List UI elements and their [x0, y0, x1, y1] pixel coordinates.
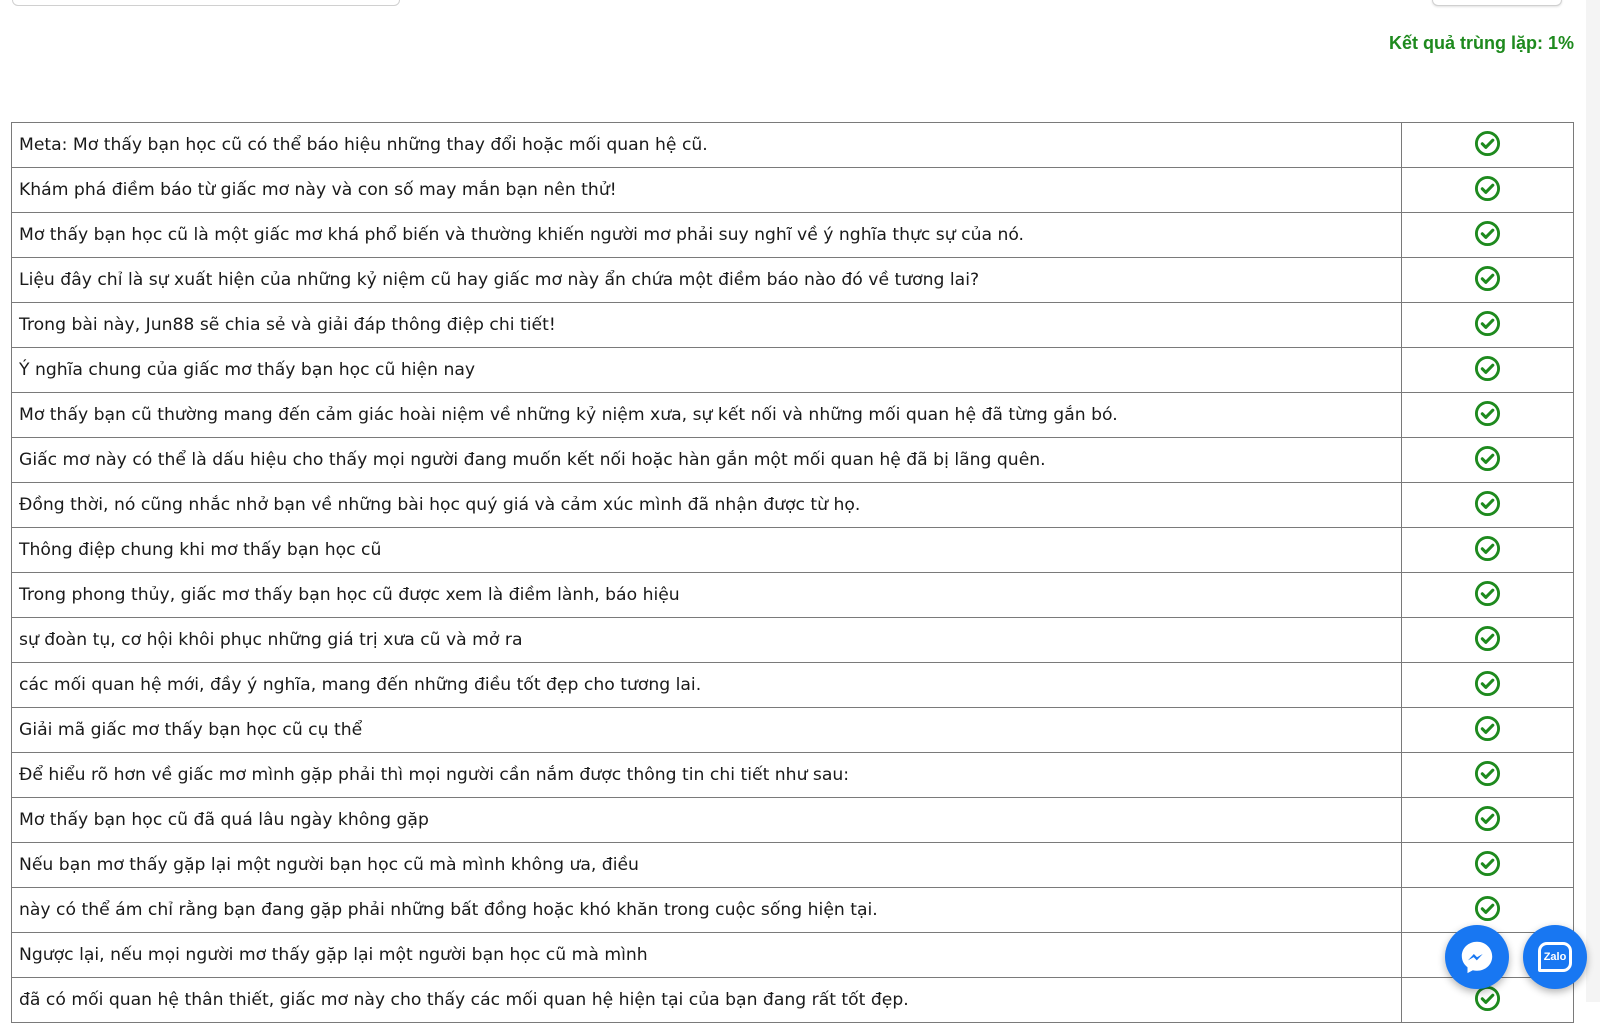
status-cell — [1402, 753, 1574, 798]
sentence-text: Để hiểu rõ hơn về giấc mơ mình gặp phải thì mọi người cần nắm được thông tin chi tiết như sau: — [12, 753, 1402, 798]
table-row — [12, 663, 1574, 708]
sentence-text: sự đoàn tụ, cơ hội khôi phục những giá trị xưa cũ và mở ra — [12, 618, 1402, 663]
table-row — [12, 843, 1574, 888]
messenger-chat-button[interactable] — [1445, 925, 1509, 989]
sentence-text: đã có mối quan hệ thân thiết, giấc mơ này cho thấy các mối quan hệ hiện tại của bạn đang rất tốt đẹp. — [12, 978, 1402, 1023]
table-row — [12, 168, 1574, 213]
table-row — [12, 348, 1574, 393]
plagiarism-result-table — [11, 122, 1574, 1023]
table-row — [12, 573, 1574, 618]
table-row — [12, 213, 1574, 258]
check-circle-icon — [1474, 175, 1501, 202]
status-cell — [1402, 573, 1574, 618]
table-row — [12, 393, 1574, 438]
zalo-label: Zalo — [1543, 951, 1567, 963]
sentence-text: Mơ thấy bạn học cũ đã quá lâu ngày không gặp — [12, 798, 1402, 843]
table-row — [12, 978, 1574, 1023]
status-cell — [1402, 258, 1574, 303]
table-row — [12, 888, 1574, 933]
status-cell — [1402, 483, 1574, 528]
check-circle-icon — [1474, 715, 1501, 742]
sentence-text: Đồng thời, nó cũng nhắc nhở bạn về những bài học quý giá và cảm xúc mình đã nhận được từ họ. — [12, 483, 1402, 528]
table-row — [12, 708, 1574, 753]
sentence-text: Trong phong thủy, giấc mơ thấy bạn học cũ được xem là điềm lành, báo hiệu — [12, 573, 1402, 618]
duplicate-result-label: Kết quả trùng lặp: 1% — [1388, 33, 1574, 53]
sentence-text: Liệu đây chỉ là sự xuất hiện của những kỷ niệm cũ hay giấc mơ này ẩn chứa một điềm báo nào đó về tương lai? — [12, 258, 1402, 303]
status-cell — [1402, 303, 1574, 348]
table-row — [12, 123, 1574, 168]
status-cell — [1402, 798, 1574, 843]
status-cell — [1402, 213, 1574, 258]
table-row — [12, 258, 1574, 303]
check-circle-icon — [1474, 310, 1501, 337]
result-rows — [12, 123, 1574, 1023]
messenger-icon — [1458, 938, 1496, 976]
sentence-text: Khám phá điềm báo từ giấc mơ này và con số may mắn bạn nên thử! — [12, 168, 1402, 213]
status-cell — [1402, 708, 1574, 753]
check-circle-icon — [1474, 580, 1501, 607]
check-circle-icon — [1474, 850, 1501, 877]
zalo-chat-button[interactable] — [1523, 925, 1587, 989]
table-row — [12, 483, 1574, 528]
check-circle-icon — [1474, 535, 1501, 562]
check-circle-icon — [1474, 625, 1501, 652]
status-cell — [1402, 618, 1574, 663]
sentence-text: này có thể ám chỉ rằng bạn đang gặp phải những bất đồng hoặc khó khăn trong cuộc sống hiện tại. — [12, 888, 1402, 933]
sentence-text: Thông điệp chung khi mơ thấy bạn học cũ — [12, 528, 1402, 573]
page-scrollbar[interactable] — [1586, 0, 1600, 1002]
table-row — [12, 798, 1574, 843]
status-cell — [1402, 348, 1574, 393]
check-circle-icon — [1474, 220, 1501, 247]
search-input[interactable] — [12, 0, 400, 6]
table-row — [12, 618, 1574, 663]
check-circle-icon — [1474, 130, 1501, 157]
status-cell — [1402, 438, 1574, 483]
status-cell — [1402, 528, 1574, 573]
table-row — [12, 528, 1574, 573]
check-circle-icon — [1474, 265, 1501, 292]
sentence-text: Trong bài này, Jun88 sẽ chia sẻ và giải đáp thông điệp chi tiết! — [12, 303, 1402, 348]
sentence-text: Giải mã giấc mơ thấy bạn học cũ cụ thể — [12, 708, 1402, 753]
sentence-text: Meta: Mơ thấy bạn học cũ có thể báo hiệu những thay đổi hoặc mối quan hệ cũ. — [12, 123, 1402, 168]
status-cell — [1402, 843, 1574, 888]
check-circle-icon — [1474, 760, 1501, 787]
sentence-text: Ngược lại, nếu mọi người mơ thấy gặp lại một người bạn học cũ mà mình — [12, 933, 1402, 978]
table-row — [12, 303, 1574, 348]
check-circle-icon — [1474, 805, 1501, 832]
zalo-icon — [1538, 942, 1572, 972]
table-row — [12, 933, 1574, 978]
status-cell — [1402, 168, 1574, 213]
check-circle-icon — [1474, 355, 1501, 382]
check-circle-icon — [1474, 670, 1501, 697]
sentence-text: Mơ thấy bạn cũ thường mang đến cảm giác hoài niệm về những kỷ niệm xưa, sự kết nối và những mối quan hệ đã từng gắn bó. — [12, 393, 1402, 438]
status-cell — [1402, 123, 1574, 168]
status-cell — [1402, 663, 1574, 708]
status-cell — [1402, 393, 1574, 438]
sentence-text: các mối quan hệ mới, đầy ý nghĩa, mang đến những điều tốt đẹp cho tương lai. — [12, 663, 1402, 708]
table-row — [12, 438, 1574, 483]
sentence-text: Mơ thấy bạn học cũ là một giấc mơ khá phổ biến và thường khiến người mơ phải suy nghĩ về ý nghĩa thực sự của nó. — [12, 213, 1402, 258]
table-row — [12, 753, 1574, 798]
action-button[interactable] — [1432, 0, 1562, 6]
check-circle-icon — [1474, 445, 1501, 472]
sentence-text: Giấc mơ này có thể là dấu hiệu cho thấy mọi người đang muốn kết nối hoặc hàn gắn một mối quan hệ đã bị lãng quên. — [12, 438, 1402, 483]
check-circle-icon — [1474, 895, 1501, 922]
check-circle-icon — [1474, 400, 1501, 427]
check-circle-icon — [1474, 490, 1501, 517]
sentence-text: Nếu bạn mơ thấy gặp lại một người bạn học cũ mà mình không ưa, điều — [12, 843, 1402, 888]
sentence-text: Ý nghĩa chung của giấc mơ thấy bạn học cũ hiện nay — [12, 348, 1402, 393]
